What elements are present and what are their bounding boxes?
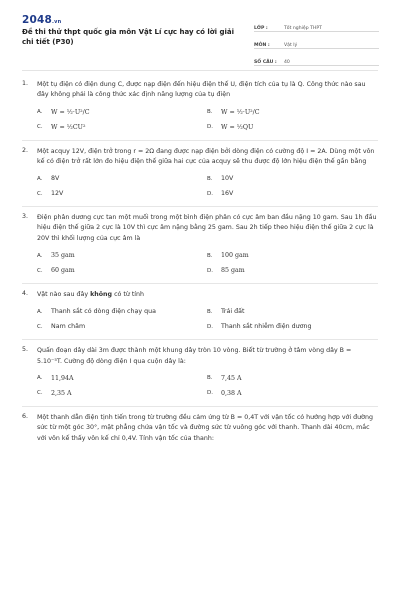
option-text: Thanh sắt nhiễm điện dương <box>221 323 312 331</box>
option-letter: B. <box>207 252 213 259</box>
answer-option[interactable] <box>37 248 207 263</box>
question-text-part: Một tụ điện có điện dung C, được nạp điện đến hiệu điện thế U, điện tích của tụ là Q. Công thức nào sau đây không phải là công thức xác định năng lượng của tụ điện <box>37 81 366 99</box>
question-text <box>37 346 378 367</box>
meta-key: LỚP : <box>254 26 268 31</box>
answer-option[interactable] <box>37 186 207 201</box>
option-text: 0,38 A <box>221 389 242 397</box>
answer-option[interactable] <box>37 105 207 120</box>
option-letter: A. <box>37 252 43 259</box>
option-letter: B. <box>207 375 213 382</box>
option-letter: C. <box>37 267 43 274</box>
option-letter: C. <box>37 390 43 397</box>
question-number: 3. <box>22 213 29 221</box>
question-number: 2. <box>22 146 29 154</box>
option-text: 100 gam <box>221 252 249 260</box>
meta-row-count <box>254 49 379 66</box>
question-list <box>0 74 400 444</box>
option-text: 85 gam <box>221 267 245 275</box>
answer-option[interactable] <box>207 248 377 263</box>
option-letter: A. <box>37 109 43 116</box>
answer-option[interactable] <box>207 105 377 120</box>
option-letter: C. <box>37 190 43 197</box>
question-6 <box>0 407 400 444</box>
question-text <box>37 213 378 244</box>
option-text: Nam châm <box>51 323 86 331</box>
answer-option[interactable] <box>37 371 207 386</box>
document-title: Đề thi thử thpt quốc gia môn Vật Lí cực hay có lời giải chi tiết (P30) <box>22 28 234 46</box>
answer-option[interactable] <box>207 386 377 401</box>
question-3 <box>0 207 400 278</box>
option-letter: A. <box>37 375 43 382</box>
answer-option[interactable] <box>37 386 207 401</box>
option-text: 12V <box>51 190 64 198</box>
option-text: W = ½·U²/C <box>221 108 260 116</box>
answer-option[interactable] <box>207 319 377 334</box>
question-text-part: Vật nào sau đây <box>37 291 91 299</box>
option-text: 60 gam <box>51 267 75 275</box>
question-number: 4. <box>22 290 29 298</box>
answer-option[interactable] <box>207 186 377 201</box>
question-number: 1. <box>22 80 29 87</box>
answer-option[interactable] <box>207 304 377 319</box>
option-letter: B. <box>207 109 213 116</box>
meta-table <box>254 15 379 66</box>
header <box>0 0 400 64</box>
meta-value: 40 <box>284 60 290 65</box>
option-text: 16V <box>221 190 234 198</box>
option-text: W = ½QU <box>221 123 254 131</box>
answer-option[interactable] <box>37 319 207 334</box>
answer-options <box>37 371 378 401</box>
question-number: 6. <box>22 412 29 420</box>
option-letter: D. <box>207 190 213 197</box>
answer-option[interactable] <box>37 171 207 186</box>
meta-key: MÔN : <box>254 43 270 48</box>
question-5 <box>0 340 400 401</box>
option-text: 10V <box>221 175 234 183</box>
header-divider <box>22 70 378 71</box>
question-text-part: có từ tính <box>112 291 145 299</box>
option-letter: B. <box>207 175 213 182</box>
meta-value: Tốt nghiệp THPT <box>284 26 322 31</box>
option-text: 2,35 A <box>51 389 72 397</box>
option-letter: B. <box>207 308 213 315</box>
question-text-part: Điện phân dương cực tan một muối trong một bình điện phân có cực âm ban đầu nặng 10 gam. Sau 1h đầu hiệu điện thế giữa 2 cực là 10V thì cực âm nặng bằng 25 gam. Sau 2h tiếp theo hiệu điện thế giữa 2 cực là 20V thì khối lượng của cực âm là <box>37 214 377 242</box>
question-text-part: Một acquy 12V, điện trở trong r = 2Ω đang được nạp điện bởi dòng điện có cường độ I = 2A. Dùng một vôn kế có điện trở rất lớn đo hiệu điện thế giữa hai cực của acquy sẽ thu được độ lớn hiệu điện thế gần bằng <box>37 147 375 165</box>
question-1 <box>0 74 400 135</box>
question-number: 5. <box>22 346 29 354</box>
option-text: Thanh sắt có dòng điện chạy qua <box>51 308 156 316</box>
answer-option[interactable] <box>207 371 377 386</box>
meta-row-subject <box>254 32 379 49</box>
option-letter: D. <box>207 390 213 397</box>
answer-options <box>37 105 378 135</box>
question-text-emphasis: không <box>90 291 113 299</box>
question-4 <box>0 284 400 334</box>
option-text: 8V <box>51 175 60 183</box>
question-2 <box>0 141 400 202</box>
answer-option[interactable] <box>37 304 207 319</box>
option-text: W = ½·U²/C <box>51 108 90 116</box>
answer-option[interactable] <box>37 120 207 135</box>
question-text <box>37 80 378 101</box>
option-letter: C. <box>37 124 43 131</box>
option-text: 35 gam <box>51 252 75 260</box>
question-text-part: Một thanh dẫn điện tịnh tiến trong từ trường đều cảm ứng từ B = 0,4T với vận tốc có hướng hợp với đường sức từ một góc 30°, mặt phẳng chứa vận tốc và đường sức từ vuông góc với thanh. Thanh dài 40cm, mắc với vôn kế thấy vôn kế chỉ 0,4V. Tính vận tốc của thanh: <box>37 413 373 442</box>
option-text: 7,45 A <box>221 374 242 382</box>
option-letter: D. <box>207 124 213 131</box>
option-letter: A. <box>37 175 43 182</box>
answer-option[interactable] <box>207 120 377 135</box>
meta-row-class <box>254 15 379 32</box>
option-letter: A. <box>37 308 43 315</box>
option-letter: D. <box>207 267 213 274</box>
site-logo[interactable] <box>22 14 61 26</box>
answer-option[interactable] <box>37 263 207 278</box>
logo-text: 2048 <box>22 14 53 26</box>
answer-option[interactable] <box>207 171 377 186</box>
option-text: 11,94A <box>51 374 74 382</box>
meta-key: SỐ CÂU : <box>254 60 277 65</box>
option-letter: D. <box>207 323 213 330</box>
question-text <box>37 413 378 444</box>
option-text: Trái đất <box>221 308 245 316</box>
question-text-part: Quấn đoạn dây dài 3m được thành một khung dây tròn 10 vòng. Biết từ trường ở tâm vòng dây B = 5.10⁻⁵T. Cường độ dòng điện I qua cuộn dây là: <box>37 347 352 365</box>
logo-suffix: .vn <box>52 19 62 25</box>
answer-options <box>37 171 378 201</box>
question-text <box>37 147 378 168</box>
option-letter: C. <box>37 323 43 330</box>
option-text: W = ½CU² <box>51 123 86 131</box>
answer-option[interactable] <box>207 263 377 278</box>
answer-options <box>37 248 378 278</box>
question-text <box>37 290 378 300</box>
meta-value: Vật lý <box>284 43 298 48</box>
answer-options <box>37 304 378 334</box>
